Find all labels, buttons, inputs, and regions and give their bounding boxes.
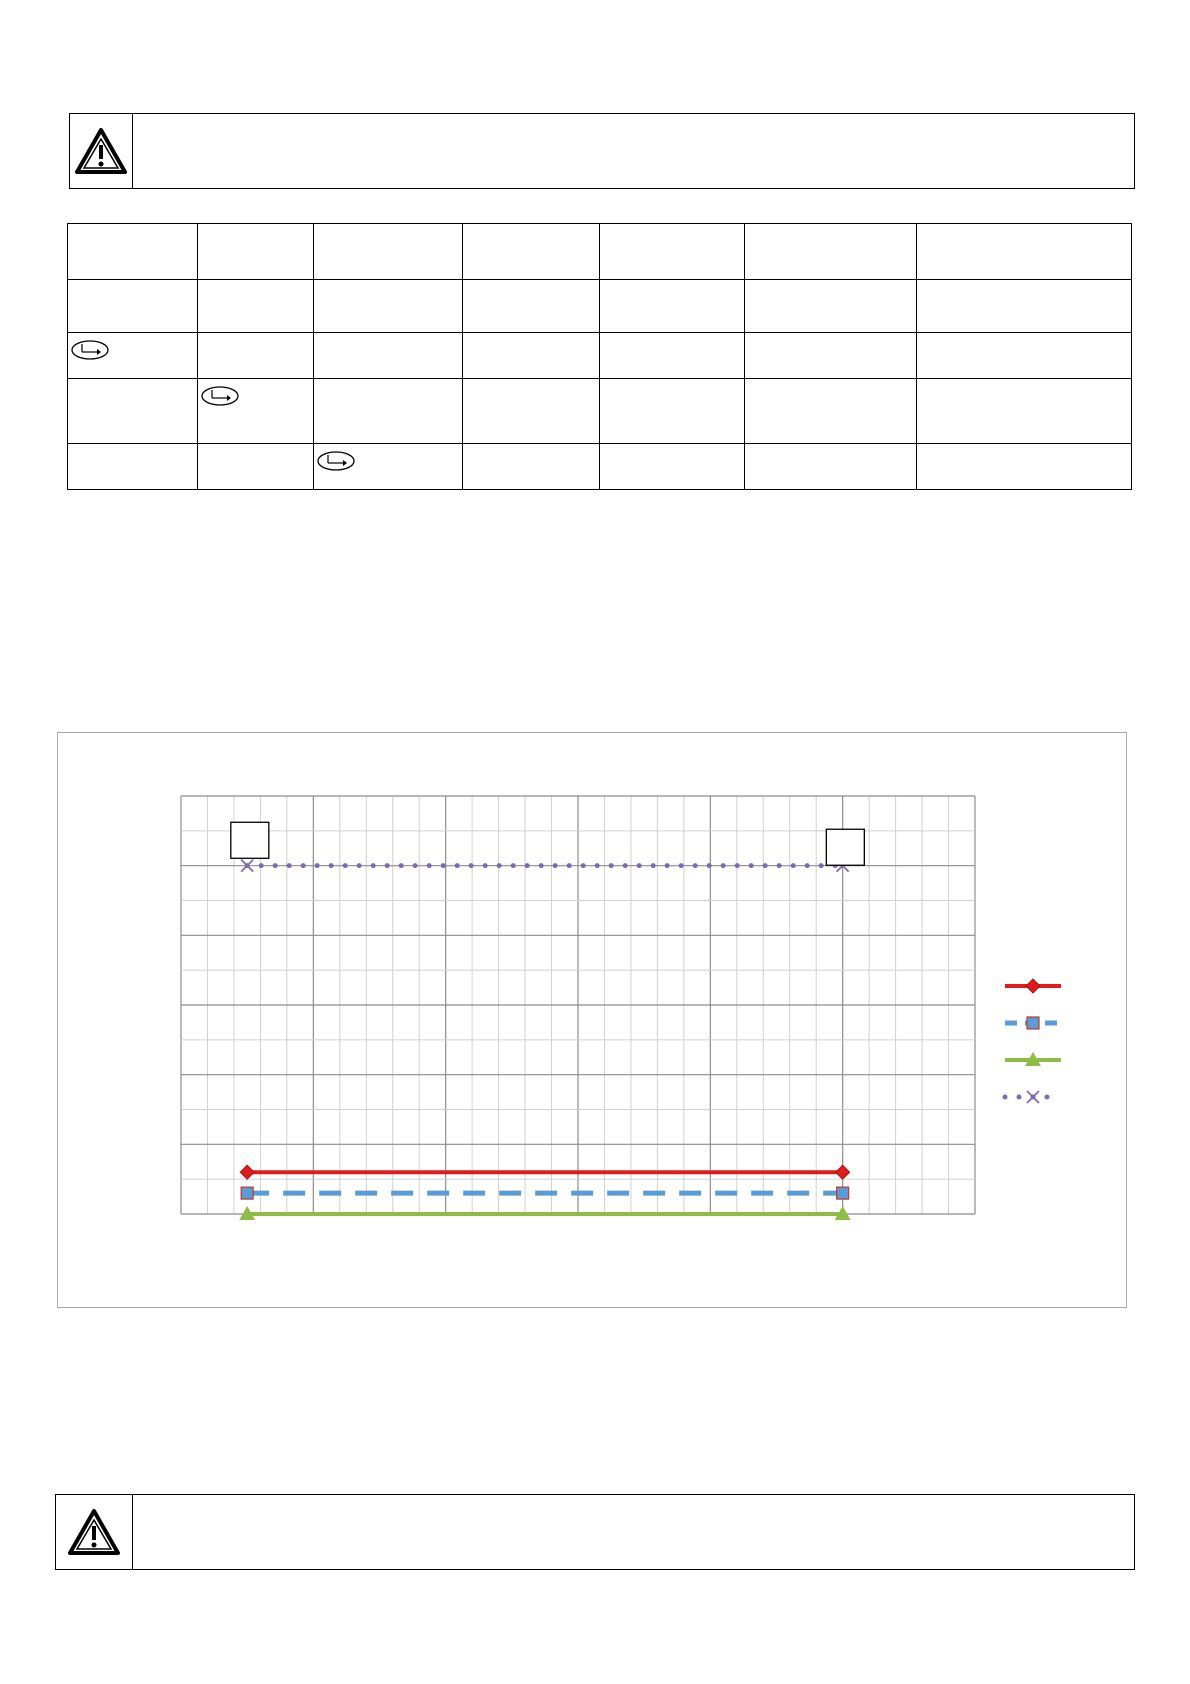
table-row [68,333,1132,379]
table-cell [744,333,916,379]
table-cell [916,280,1131,333]
table-cell [463,379,600,444]
warning-icon-cell [56,1495,133,1569]
line-chart [58,733,1126,1307]
table-cell [198,224,314,280]
chart-frame [57,732,1127,1308]
data-point-marker [836,1165,850,1179]
table-cell [744,224,916,280]
table-cell [198,333,314,379]
table-cell [600,444,744,490]
warning-triangle-icon [75,127,127,175]
timer-icon [316,450,356,472]
table-cell [600,333,744,379]
data-table [67,223,1132,490]
table-cell [463,280,600,333]
table-cell [68,333,198,379]
table-cell [463,224,600,280]
table-cell [314,379,463,444]
table-cell [744,444,916,490]
table-cell [463,444,600,490]
table-cell [916,333,1131,379]
table-row [68,379,1132,444]
table-row [68,224,1132,280]
table-cell [68,280,198,333]
legend-marker [1026,979,1040,993]
table-cell [198,444,314,490]
table-cell [314,224,463,280]
table-cell [916,224,1131,280]
warning-box-bottom [55,1494,1135,1570]
table-cell [198,379,314,444]
table-cell [68,379,198,444]
table-cell [314,333,463,379]
table-cell [744,379,916,444]
annotation-box [826,829,864,865]
table-cell [314,280,463,333]
table-cell [744,280,916,333]
table-cell [600,224,744,280]
table-cell [463,333,600,379]
data-point-marker [241,1187,253,1199]
data-point-marker [837,1187,849,1199]
timer-icon [70,339,110,361]
warning-icon-cell [70,114,133,188]
annotation-box [231,822,269,858]
table-cell [68,224,198,280]
warning-box-top [69,113,1135,189]
warning-triangle-icon [68,1508,120,1556]
table-cell [600,379,744,444]
table-cell [600,280,744,333]
warning-text [133,114,1134,188]
table-cell [916,379,1131,444]
data-point-marker [240,1165,254,1179]
table-cell [68,444,198,490]
table-cell [916,444,1131,490]
legend-marker [1027,1017,1039,1029]
table-cell [314,444,463,490]
table-row [68,280,1132,333]
timer-icon [200,385,240,407]
warning-text [133,1495,1134,1569]
table-row [68,444,1132,490]
table-cell [198,280,314,333]
